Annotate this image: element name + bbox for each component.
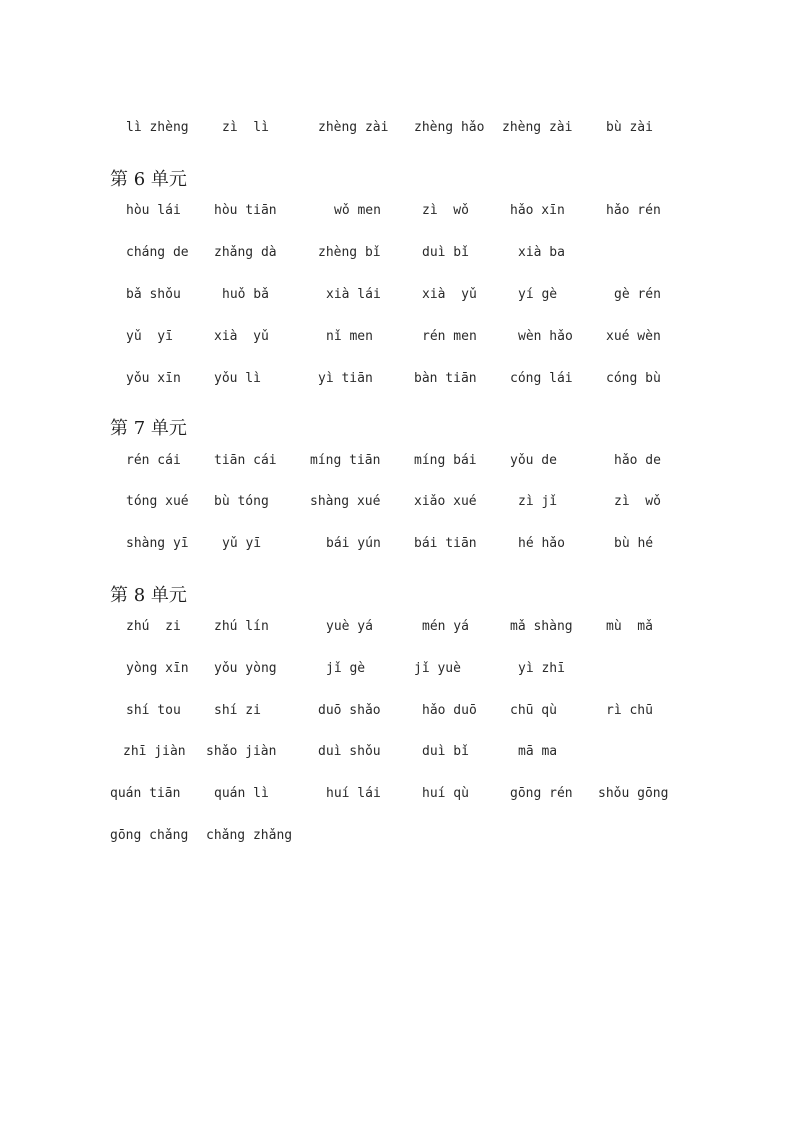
pinyin-word: gōng chǎng	[110, 828, 189, 843]
unit-heading: 第 8 单元	[110, 585, 187, 606]
pinyin-word: bù zài	[606, 120, 653, 135]
pinyin-word: shàng xué	[310, 494, 381, 509]
pinyin-word: hǎo rén	[606, 203, 661, 218]
pinyin-word: xiǎo xué	[414, 494, 477, 509]
pinyin-word: míng bái	[414, 453, 477, 468]
word-row	[0, 700, 793, 722]
word-row	[0, 616, 793, 638]
pinyin-word: xué wèn	[606, 329, 661, 344]
pinyin-word: mā ma	[518, 744, 558, 759]
pinyin-word: xià lái	[326, 287, 381, 302]
pinyin-word: yì zhī	[518, 661, 565, 676]
word-row	[0, 117, 793, 139]
pinyin-word: huǒ bǎ	[222, 287, 269, 302]
pinyin-word: zhèng zài	[502, 120, 573, 135]
pinyin-word: yí gè	[518, 287, 558, 302]
pinyin-word: chǎng zhǎng	[206, 828, 293, 843]
unit-heading: 第 7 单元	[110, 418, 187, 439]
pinyin-word: chū qù	[510, 703, 557, 718]
pinyin-word: yì tiān	[318, 371, 373, 386]
pinyin-word: gè rén	[614, 287, 661, 302]
word-row	[0, 533, 793, 555]
pinyin-word: rì chū	[606, 703, 653, 718]
word-row	[0, 491, 793, 513]
pinyin-word: tóng xué	[126, 494, 189, 509]
pinyin-word: bù tóng	[214, 494, 269, 509]
word-row	[0, 741, 793, 763]
pinyin-word: hǎo duō	[422, 703, 477, 718]
pinyin-word: duì bǐ	[422, 744, 469, 759]
word-row	[0, 368, 793, 390]
word-row	[0, 200, 793, 222]
pinyin-word: yǔ yī	[222, 536, 262, 551]
pinyin-word: huí lái	[326, 786, 381, 801]
pinyin-word: xià yǔ	[214, 329, 269, 344]
unit-heading: 第 6 单元	[110, 169, 187, 190]
pinyin-word: shǒu gōng	[598, 786, 669, 801]
pinyin-word: lì zhèng	[126, 120, 189, 135]
pinyin-word: duō shǎo	[318, 703, 381, 718]
pinyin-word: hòu lái	[126, 203, 181, 218]
pinyin-word: zì lì	[222, 120, 269, 135]
pinyin-word: cháng de	[126, 245, 189, 260]
word-row	[0, 783, 793, 805]
pinyin-word: quán lì	[214, 786, 269, 801]
pinyin-word: cóng lái	[510, 371, 573, 386]
pinyin-word: duì shǒu	[318, 744, 381, 759]
pinyin-word: wèn hǎo	[518, 329, 573, 344]
pinyin-word: tiān cái	[214, 453, 277, 468]
pinyin-word: hé hǎo	[518, 536, 565, 551]
pinyin-word: gōng rén	[510, 786, 573, 801]
pinyin-word: yuè yá	[326, 619, 373, 634]
pinyin-word: zhǎng dà	[214, 245, 277, 260]
word-row	[0, 242, 793, 264]
pinyin-word: zhèng hǎo	[414, 120, 485, 135]
pinyin-word: xià ba	[518, 245, 565, 260]
pinyin-word: zhú lín	[214, 619, 269, 634]
pinyin-word: mén yá	[422, 619, 469, 634]
pinyin-word: yǒu lì	[214, 371, 261, 386]
word-row	[0, 658, 793, 680]
pinyin-word: zhī jiàn	[123, 744, 186, 759]
pinyin-word: bàn tiān	[414, 371, 477, 386]
pinyin-word: zhú zi	[126, 619, 181, 634]
pinyin-word: quán tiān	[110, 786, 181, 801]
pinyin-word: huí qù	[422, 786, 469, 801]
pinyin-word: wǒ men	[334, 203, 381, 218]
pinyin-word: mǎ shàng	[510, 619, 573, 634]
pinyin-word: jǐ gè	[326, 661, 366, 676]
pinyin-word: shàng yī	[126, 536, 189, 551]
word-row	[0, 825, 793, 847]
pinyin-word: bù hé	[614, 536, 654, 551]
pinyin-word: zhèng zài	[318, 120, 389, 135]
pinyin-word: zì wǒ	[614, 494, 661, 509]
pinyin-word: míng tiān	[310, 453, 381, 468]
pinyin-word: shí tou	[126, 703, 181, 718]
pinyin-word: bái tiān	[414, 536, 477, 551]
pinyin-word: yǒu de	[510, 453, 557, 468]
pinyin-word: rén men	[422, 329, 477, 344]
pinyin-word: bǎ shǒu	[126, 287, 181, 302]
pinyin-word: yǒu yòng	[214, 661, 277, 676]
pinyin-word: hòu tiān	[214, 203, 277, 218]
pinyin-word: hǎo xīn	[510, 203, 565, 218]
word-row	[0, 450, 793, 472]
pinyin-word: zì wǒ	[422, 203, 469, 218]
pinyin-word: xià yǔ	[422, 287, 477, 302]
pinyin-word: duì bǐ	[422, 245, 469, 260]
pinyin-word: mù mǎ	[606, 619, 653, 634]
pinyin-word: hǎo de	[614, 453, 661, 468]
word-row	[0, 326, 793, 348]
pinyin-word: yòng xīn	[126, 661, 189, 676]
pinyin-word: shǎo jiàn	[206, 744, 277, 759]
pinyin-word: bái yún	[326, 536, 381, 551]
pinyin-word: yǔ yī	[126, 329, 173, 344]
pinyin-word: jǐ yuè	[414, 661, 461, 676]
pinyin-word: yǒu xīn	[126, 371, 181, 386]
word-row	[0, 284, 793, 306]
pinyin-word: cóng bù	[606, 371, 661, 386]
pinyin-word: zhèng bǐ	[318, 245, 381, 260]
pinyin-word: nǐ men	[326, 329, 373, 344]
pinyin-word: rén cái	[126, 453, 181, 468]
pinyin-word: shí zi	[214, 703, 261, 718]
pinyin-word: zì jǐ	[518, 494, 558, 509]
